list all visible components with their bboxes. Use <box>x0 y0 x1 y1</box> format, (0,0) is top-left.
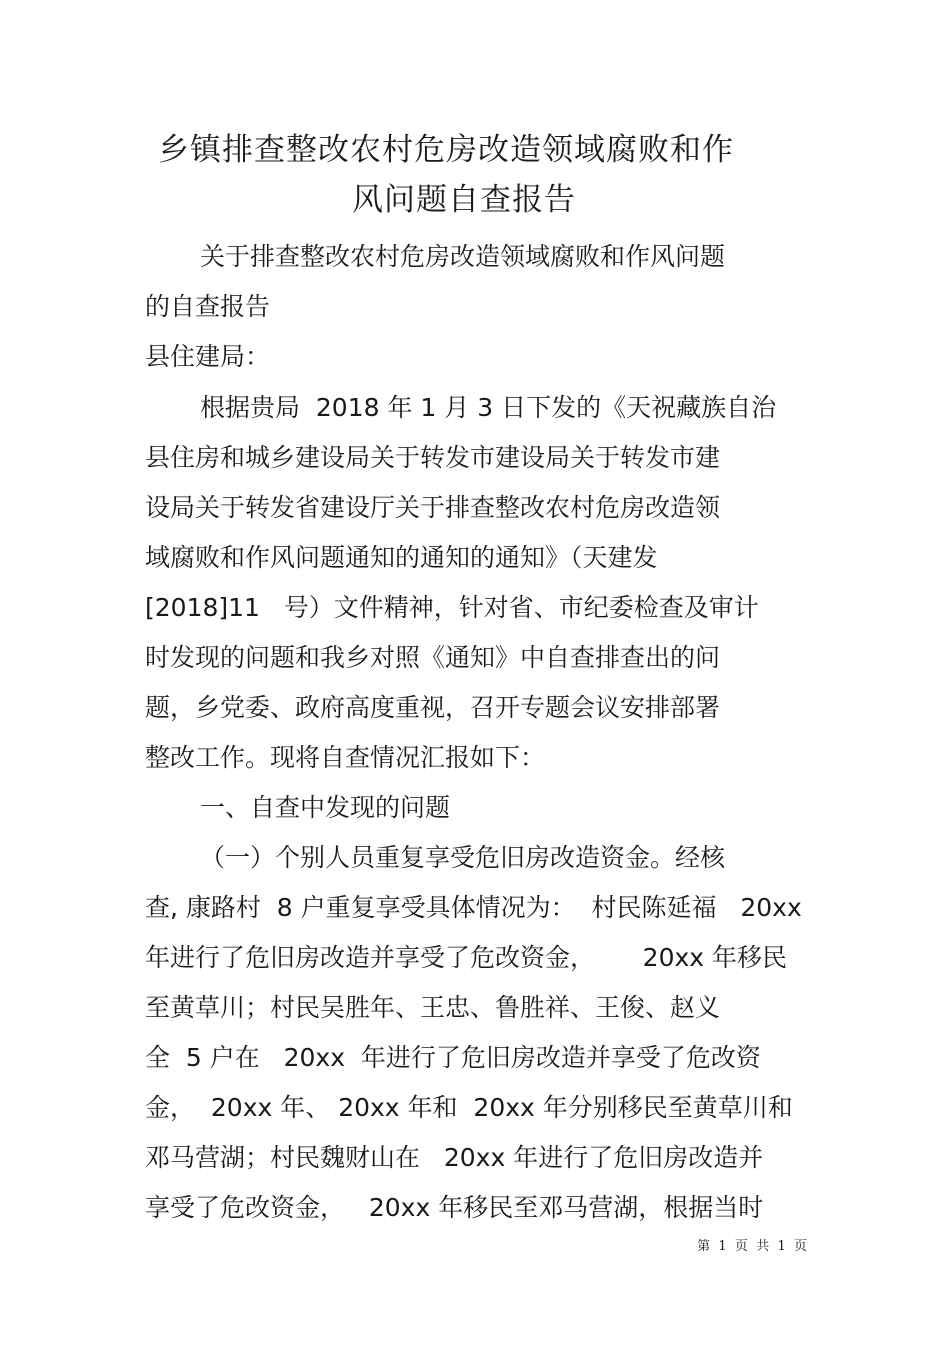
body-line: 整改工作。现将自查情况汇报如下： <box>145 743 546 772</box>
body-line: 域腐败和作风问题通知的通知的通知》（天建发 <box>145 543 658 572</box>
addressee: 县住建局： <box>145 342 271 371</box>
body-line: 题，乡党委、政府高度重视，召开专题会议安排部署 <box>145 693 721 722</box>
body-line: 年进行了危旧房改造并享受了危改资金， 20xx 年移民 <box>145 943 788 972</box>
body-line: 根据贵局 2018 年 1 月 3 日下发的《天祝藏族自治 <box>200 393 777 422</box>
body-line: 县住房和城乡建设局关于转发市建设局关于转发市建 <box>145 443 721 472</box>
body-line: 时发现的问题和我乡对照《通知》中自查排查出的问 <box>145 643 721 672</box>
body-line: [2018]11 号）文件精神，针对省、市纪委检查及审计 <box>145 593 759 622</box>
subtitle-line-2: 的自查报告 <box>145 292 271 321</box>
body-line: 查, 康路村 8 户重复享受具体情况为： 村民陈延福 20xx <box>145 893 802 922</box>
body-line: 邓马营湖；村民魏财山在 20xx 年进行了危旧房改造并 <box>145 1143 764 1172</box>
page-number-footer: 第 1 页 共 1 页 <box>697 1239 807 1254</box>
document-title-line-1: 乡镇排查整改农村危房改造领域腐败和作 <box>158 132 734 168</box>
body-line: 金， 20xx 年、 20xx 年和 20xx 年分别移民至黄草川和 <box>145 1093 793 1122</box>
body-line: 至黄草川；村民吴胜年、王忠、鲁胜祥、王俊、赵义 <box>145 993 721 1022</box>
body-line: 全 5 户在 20xx 年进行了危旧房改造并享受了危改资 <box>145 1043 761 1072</box>
subtitle-line-1: 关于排查整改农村危房改造领域腐败和作风问题 <box>200 242 726 271</box>
body-line: 设局关于转发省建设厅关于排查整改农村危房改造领 <box>145 493 721 522</box>
section-heading: 一、自查中发现的问题 <box>200 793 451 822</box>
body-line: （一）个别人员重复享受危旧房改造资金。经核 <box>200 843 726 872</box>
body-line: 享受了危改资金， 20xx 年移民至邓马营湖，根据当时 <box>145 1193 764 1222</box>
document-title-line-2: 风问题自查报告 <box>352 182 576 218</box>
